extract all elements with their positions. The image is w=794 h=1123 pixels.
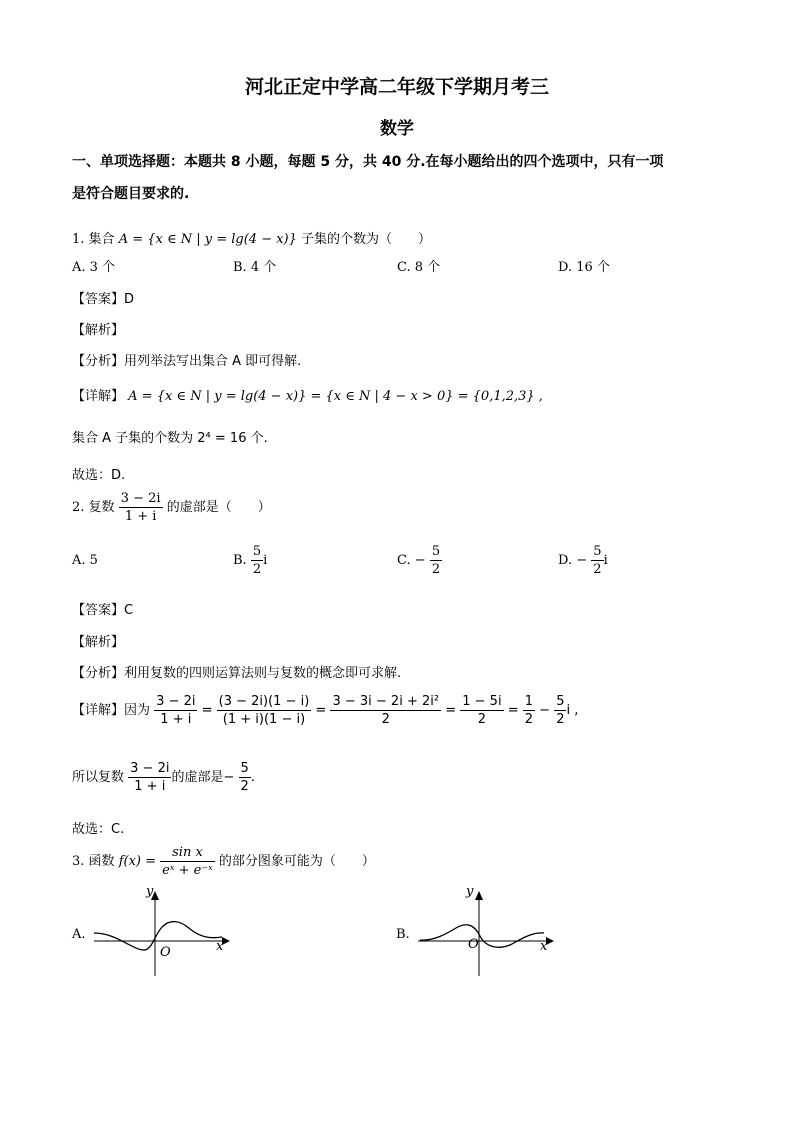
fraction-numerator: 5 (593, 544, 602, 559)
q1-fenxi (72, 350, 301, 369)
q1-number: 1. 集合 (72, 232, 115, 247)
fraction-numerator: 3 − 3i − 2i + 2i² (332, 694, 440, 709)
q2-analysis-label: 【解析】 (72, 635, 125, 650)
detail-fraction-1 (154, 693, 197, 728)
fraction-numerator: 5 (556, 694, 565, 709)
conclusion-prefix: 所以复数 (72, 770, 125, 785)
fraction-denominator: 1 + i (160, 712, 192, 727)
answer-value: C (124, 603, 134, 618)
fraction-denominator: 2 (477, 712, 487, 727)
conclusion-result-fraction (239, 760, 251, 795)
conclusion-fraction (128, 760, 171, 795)
axis-y-label: y (466, 886, 474, 899)
option-fraction (591, 543, 603, 578)
conclusion-mid: 的虚部是 (171, 770, 224, 785)
fraction-numerator: 1 (524, 694, 534, 709)
q3-option-b-graph (416, 886, 561, 978)
answer-label: 【答案】 (72, 292, 125, 307)
detail-label: 【详解】 (72, 389, 125, 404)
q2-fenxi (72, 662, 401, 681)
option-fraction (430, 543, 442, 578)
option-label: C. (397, 553, 411, 568)
fraction-denominator: 2 (431, 562, 441, 577)
q1-set-expression: A = {x ∈ N | y = lg(4 − x)} (118, 232, 297, 247)
q1-option-c: C. 8 个 (397, 260, 441, 275)
origin-label: O (468, 937, 479, 952)
q2-option-c (397, 543, 442, 578)
q1-stem (72, 228, 431, 247)
q3-stem (72, 844, 375, 879)
q2-choose: 故选：C. (72, 822, 125, 837)
fraction-numerator: 3 − 2i (120, 491, 161, 506)
axis-y-label: y (146, 886, 154, 899)
fraction-denominator: 2 (593, 562, 602, 577)
q2-option-d (558, 543, 608, 578)
q2-fraction (119, 490, 163, 525)
fraction-denominator: 2 (381, 712, 390, 727)
section-heading-line1: 一、单项选择题：本题共 8 小题，每题 5 分，共 40 分.在每小题给出的四个选项中，只有一项 (72, 154, 664, 170)
fraction-numerator: 5 (431, 544, 441, 559)
imag-unit: i (603, 553, 608, 568)
q2-stem-tail: 的虚部是（ ） (166, 500, 271, 515)
fraction-denominator: 2 (252, 562, 262, 577)
fraction-denominator: (1 + i)(1 − i) (222, 712, 306, 727)
q2-detail: 【详解】因为 $\frac{3 - 2i}{1 + i}$ = $\frac{(3 - 2i)(1 - i)}{(1 + i)(1 - i)}$ = $\frac{\text{3 − 3i − 2i + 2i²}}{2}$ = $\frac{1 - 5i}{2}$ = $\frac{1}{2}$ − $\frac{5}{2}$ i , (72, 694, 579, 727)
imag-unit: i (263, 553, 268, 568)
q2-conclusion (72, 760, 255, 795)
q1-choose: 故选：D. (72, 468, 126, 483)
detail-fraction-4 (460, 693, 503, 728)
q2-answer (72, 599, 133, 618)
origin-label: O (160, 945, 171, 960)
option-label: B. (233, 553, 247, 568)
detail-label: 【详解】 (72, 703, 125, 718)
q1-analysis-label: 【解析】 (72, 323, 125, 338)
subject-title: 数学 (380, 119, 414, 139)
q1-detail (72, 385, 543, 404)
fraction-denominator: 2 (240, 779, 249, 794)
axis-x-label: x (216, 939, 224, 954)
fenxi-label: 【分析】 (72, 666, 125, 681)
option-fraction (251, 543, 263, 578)
answer-value: D (124, 292, 135, 307)
q3-function-name: f(x) = (118, 854, 156, 869)
q1-detail-expression: A = {x ∈ N | y = lg(4 − x)} = {x ∈ N | 4 − x > 0} = {0,1,2,3} , (128, 389, 543, 404)
q3-number: 3. 函数 (72, 854, 115, 869)
q1-option-b: B. 4 个 (233, 260, 277, 275)
fraction-numerator: 3 − 2i (130, 761, 170, 776)
q3-fraction (160, 844, 215, 879)
q2-stem (72, 490, 271, 525)
q1-option-d: D. 16 个 (558, 260, 610, 275)
q3-stem-tail: 的部分图象可能为（ ） (218, 854, 375, 869)
detail-fraction-3 (330, 693, 441, 728)
q3-option-a-label: A. (72, 927, 86, 942)
fraction-denominator: 2 (524, 712, 534, 727)
section-heading-line2: 是符合题目要求的. (72, 186, 190, 202)
q3-option-b-label: B. (396, 927, 410, 942)
minus-sign: − (576, 553, 588, 568)
answer-label: 【答案】 (72, 603, 125, 618)
fraction-denominator: eˣ + e⁻ˣ (162, 863, 213, 878)
fraction-numerator: sin x (160, 844, 215, 862)
fraction-numerator: 5 (240, 761, 249, 776)
fraction-numerator: 1 − 5i (462, 694, 502, 709)
q1-answer (72, 288, 134, 307)
detail-fraction-2 (217, 693, 312, 728)
q2-option-a: A. 5 (72, 553, 98, 568)
fenxi-text: 利用复数的四则运算法则与复数的概念即可求解. (124, 666, 402, 681)
axis-x-label: x (540, 939, 548, 954)
period: . (250, 770, 255, 785)
fraction-denominator: 2 (556, 712, 565, 727)
fraction-denominator: 1 + i (134, 779, 166, 794)
option-label: D. (558, 553, 573, 568)
fenxi-text: 用列举法写出集合 A 即可得解. (124, 354, 302, 369)
minus-sign: − (414, 553, 426, 568)
detail-because: 因为 (124, 703, 151, 718)
q1-conclusion: 集合 A 子集的个数为 2⁴ = 16 个. (72, 431, 268, 446)
q1-option-a: A. 3 个 (72, 260, 116, 275)
fraction-numerator: 5 (252, 544, 262, 559)
fenxi-label: 【分析】 (72, 354, 125, 369)
q3-option-a-graph (92, 886, 237, 978)
page-title: 河北正定中学高二年级下学期月考三 (244, 76, 549, 98)
detail-fraction-6 (554, 693, 566, 728)
fraction-numerator: (3 − 2i)(1 − i) (218, 694, 310, 709)
detail-tail: i , (566, 703, 579, 718)
minus-sign: − (223, 770, 235, 785)
q2-number: 2. 复数 (72, 500, 115, 515)
q1-stem-tail: 子集的个数为（ ） (301, 232, 432, 247)
fraction-denominator: 1 + i (124, 509, 157, 524)
detail-fraction-5 (523, 693, 535, 728)
q2-option-b (233, 543, 267, 578)
fraction-numerator: 3 − 2i (156, 694, 196, 709)
